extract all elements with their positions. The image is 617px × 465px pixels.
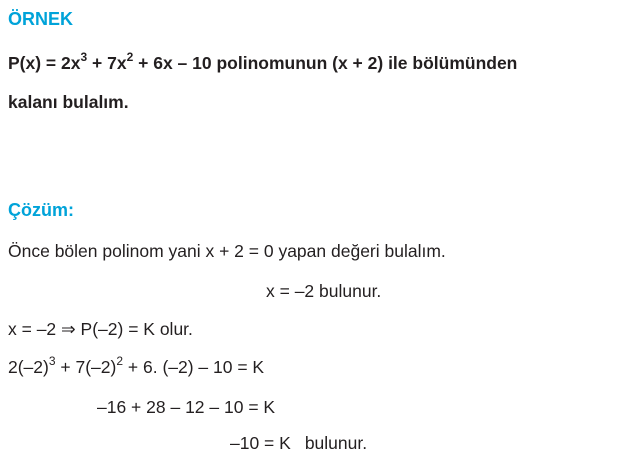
result-equation: –10 = K xyxy=(230,433,291,453)
problem-poly-part-3: + 6x – 10 polinomunun (x + 2) ile bölümünden xyxy=(133,53,518,73)
problem-poly-part-1: P(x) = 2x xyxy=(8,53,81,73)
solution-result xyxy=(230,432,367,454)
expansion-part-3: + 6. (–2) – 10 = K xyxy=(123,357,265,377)
expansion-part-1: 2(–2) xyxy=(8,357,49,377)
expansion-exponent-2: 2 xyxy=(116,354,124,369)
expansion-part-2: + 7(–2) xyxy=(55,357,117,377)
solution-simplified: –16 + 28 – 12 – 10 = K xyxy=(97,397,276,417)
problem-exponent-2: 2 xyxy=(126,50,134,65)
solution-root: x = –2 bulunur. xyxy=(266,281,382,301)
solution-heading: Çözüm: xyxy=(8,200,74,220)
solution-substitution: x = –2 ⇒ P(–2) = K olur. xyxy=(8,319,193,339)
solution-intro: Önce bölen polinom yani x + 2 = 0 yapan değeri bulalım. xyxy=(8,241,446,261)
solution-expansion xyxy=(8,356,264,378)
example-heading: ÖRNEK xyxy=(8,9,74,29)
expansion-exponent-3: 3 xyxy=(48,354,56,369)
result-word: bulunur. xyxy=(304,433,368,453)
problem-statement-line-2: kalanı bulalım. xyxy=(8,92,129,112)
problem-exponent-3: 3 xyxy=(80,50,88,65)
problem-poly-part-2: + 7x xyxy=(87,53,127,73)
problem-statement-line-1 xyxy=(8,52,517,74)
